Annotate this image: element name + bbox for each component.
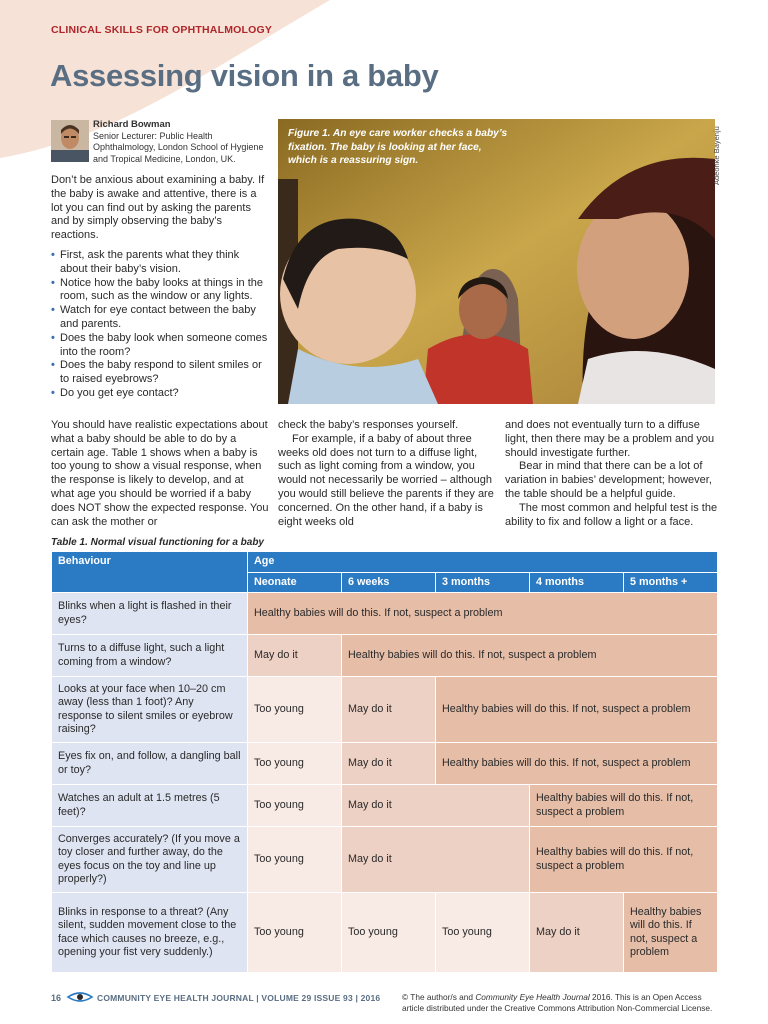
healthy-cell: Healthy babies will do this. If not, suspect a problem	[436, 677, 718, 743]
may-do-it-cell: May do it	[342, 743, 436, 785]
paragraph: The most common and helpful test is the ability to fix and follow a light or a face.	[505, 501, 718, 528]
column-1-paragraph	[51, 419, 269, 529]
list-item: • First, ask the parents what they think about their baby’s vision.	[51, 249, 269, 277]
list-item: • Does the baby look when someone comes into the room?	[51, 332, 269, 360]
too-young-cell: Too young	[436, 893, 530, 973]
may-do-it-cell: May do it	[530, 893, 624, 973]
author-info	[93, 119, 273, 165]
photo-credit: Adeonke Bayenju	[712, 126, 721, 185]
behaviour-header: Behaviour	[52, 552, 248, 593]
eye-logo-icon	[66, 990, 94, 1004]
age-column-header: 5 months +	[624, 572, 718, 593]
behaviour-cell: Eyes fix on, and follow, a dangling ball or toy?	[52, 743, 248, 785]
author-name: Richard Bowman	[93, 119, 171, 130]
behaviour-cell: Blinks in response to a threat? (Any silent, sudden movement close to the face which causes no breeze, e.g., opening your fist very suddenly.)	[52, 893, 248, 973]
column-3	[505, 419, 720, 529]
too-young-cell: Too young	[248, 677, 342, 743]
behaviour-cell: Turns to a diffuse light, such a light coming from a window?	[52, 635, 248, 677]
column-2	[278, 419, 498, 529]
table-row	[52, 635, 718, 677]
vision-table	[51, 551, 718, 973]
section-label: CLINICAL SKILLS FOR OPHTHALMOLOGY	[51, 24, 273, 36]
behaviour-cell: Watches an adult at 1.5 metres (5 feet)?	[52, 785, 248, 827]
license-prefix: © The author/s and	[402, 992, 476, 1002]
table-row	[52, 893, 718, 973]
age-header: Age	[248, 552, 718, 573]
too-young-cell: Too young	[248, 785, 342, 827]
age-column-header: 6 weeks	[342, 572, 436, 593]
healthy-cell: Healthy babies will do this. If not, suspect a problem	[530, 785, 718, 827]
list-item: • Do you get eye contact?	[51, 387, 269, 401]
observation-list	[51, 249, 269, 401]
list-item: • Watch for eye contact between the baby and parents.	[51, 304, 269, 332]
license-text	[402, 992, 720, 1014]
page-number: 16	[51, 993, 62, 1003]
table-header-row	[52, 552, 718, 573]
may-do-it-cell: May do it	[342, 677, 436, 743]
behaviour-cell: Blinks when a light is flashed in their eyes?	[52, 593, 248, 635]
too-young-cell: Too young	[342, 893, 436, 973]
table-caption: Table 1. Normal visual functioning for a baby	[51, 537, 264, 548]
may-do-it-cell: May do it	[248, 635, 342, 677]
table-row	[52, 785, 718, 827]
paragraph: For example, if a baby of about three weeks old does not turn to a diffuse light, such as light coming from a window, you would not necessarily be worried – although you would still believe the parents if they are concerned. On the other hand, if a baby is eight weeks old	[278, 432, 494, 528]
too-young-cell: Too young	[248, 743, 342, 785]
page-title: Assessing vision in a baby	[50, 58, 439, 93]
may-do-it-cell: May do it	[342, 827, 530, 893]
figure-caption: Figure 1. An eye care worker checks a baby’s fixation. The baby is looking at her face, which is a reassuring sign.	[288, 128, 508, 166]
age-column-header: 4 months	[530, 572, 624, 593]
paragraph: check the baby’s responses yourself.	[278, 419, 459, 431]
healthy-cell: Healthy babies will do this. If not, suspect a problem	[624, 893, 718, 973]
table-row	[52, 677, 718, 743]
healthy-cell: Healthy babies will do this. If not, suspect a problem	[342, 635, 718, 677]
author-affiliation: Senior Lecturer: Public Health Ophthalmology, London School of Hygiene and Tropical Medicine, London, UK.	[93, 130, 264, 164]
age-column-header: Neonate	[248, 572, 342, 593]
healthy-cell: Healthy babies will do this. If not, suspect a problem	[248, 593, 718, 635]
table-row	[52, 743, 718, 785]
journal-info: COMMUNITY EYE HEALTH JOURNAL | VOLUME 29 ISSUE 93 | 2016	[97, 993, 381, 1003]
table-row	[52, 593, 718, 635]
age-column-header: 3 months	[436, 572, 530, 593]
behaviour-cell: Looks at your face when 10–20 cm away (less than 1 foot)? Any response to silent smiles or eyebrow raising?	[52, 677, 248, 743]
too-young-cell: Too young	[248, 827, 342, 893]
healthy-cell: Healthy babies will do this. If not, suspect a problem	[436, 743, 718, 785]
list-item: • Notice how the baby looks at things in the room, such as the window or any lights.	[51, 277, 269, 305]
healthy-cell: Healthy babies will do this. If not, suspect a problem	[530, 827, 718, 893]
license-journal-name: Community Eye Health Journal	[475, 992, 590, 1002]
intro-text: Don’t be anxious about examining a baby. If the baby is awake and attentive, there is a lot you can find out by asking the parents and by simply observing the baby’s reactions.	[51, 174, 265, 242]
author-photo	[51, 120, 89, 162]
list-item: • Does the baby respond to silent smiles or to raised eyebrows?	[51, 359, 269, 387]
too-young-cell: Too young	[248, 893, 342, 973]
intro-paragraph	[51, 174, 266, 243]
license-suffix: 2016. This is an Open Access article distributed under the Creative Commons Attribution Non-Commercial License.	[402, 992, 713, 1013]
paragraph: You should have realistic expectations about what a baby should be able to do by a certain age. Table 1 shows when a baby is too young to show a visual response, when the response is likely to develop, and at what age you should be worried if a baby does NOT show the expected response. You can ask the mother or	[51, 419, 269, 528]
paragraph: and does not eventually turn to a diffuse light, then there may be a problem and you should investigate further.	[505, 419, 715, 459]
paragraph: Bear in mind that there can be a lot of variation in babies’ development; however, the table should be a helpful guide.	[505, 460, 712, 500]
table-row	[52, 827, 718, 893]
behaviour-cell: Converges accurately? (If you move a toy closer and further away, do the eyes focus on the toy and line up properly?)	[52, 827, 248, 893]
may-do-it-cell: May do it	[342, 785, 530, 827]
